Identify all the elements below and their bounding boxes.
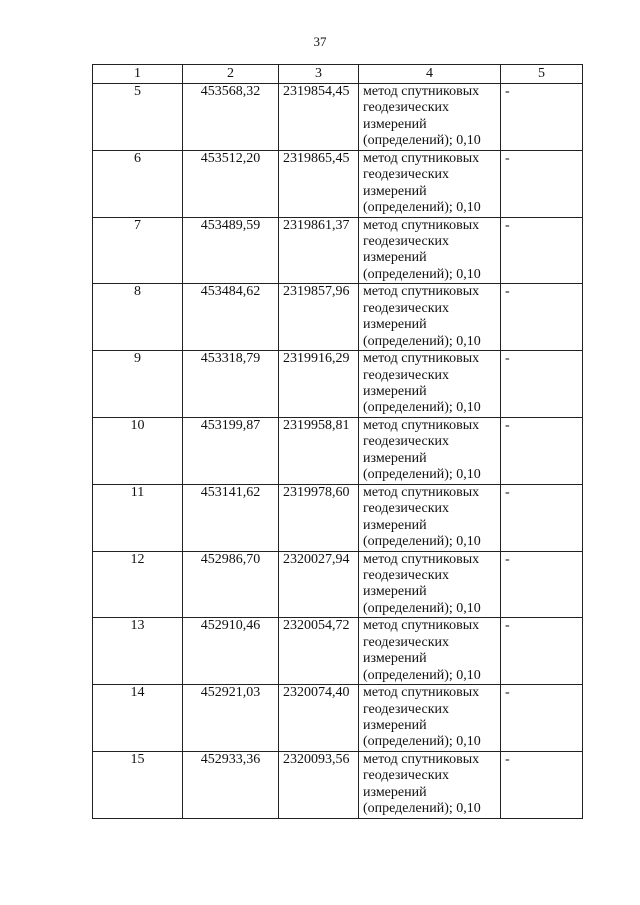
y-coordinate-cell: 2319978,60 (279, 484, 359, 551)
method-text-line: (определений); 0,10 (363, 400, 481, 416)
y-coordinate-cell: 2320093,56 (279, 751, 359, 818)
table-row (93, 751, 583, 818)
method-text-line: метод спутниковых (363, 351, 480, 367)
header-cell: 4 (359, 65, 501, 84)
x-coordinate-cell: 452986,70 (183, 551, 279, 618)
table-row (93, 351, 583, 418)
method-text-line: геодезических (363, 234, 450, 249)
point-number-cell: 10 (93, 417, 183, 484)
table-row (93, 284, 583, 351)
table-row (93, 84, 583, 151)
x-coordinate-cell: 453141,62 (183, 484, 279, 551)
method-cell (359, 618, 501, 685)
method-text-line: геодезических (363, 768, 450, 784)
point-number-cell: 14 (93, 685, 183, 752)
table-header-row (93, 65, 583, 84)
method-text-line: измерений (363, 717, 427, 733)
method-text-line: (определений); 0,10 (363, 667, 481, 683)
method-text-line: измерений (363, 517, 427, 533)
note-cell: - (501, 217, 583, 284)
method-text-line: метод спутниковых (363, 484, 480, 500)
method-cell (359, 417, 501, 484)
method-text-line: геодезических (363, 367, 450, 383)
coordinates-table (92, 64, 583, 819)
method-text-line: метод спутниковых (363, 150, 480, 166)
method-text-line: (определений); 0,10 (363, 333, 481, 349)
y-coordinate-cell: 2319958,81 (279, 417, 359, 484)
method-cell (359, 150, 501, 217)
header-cell: 1 (93, 65, 183, 84)
x-coordinate-cell: 453484,62 (183, 284, 279, 351)
method-text-line: измерений (363, 384, 427, 399)
method-text-line: измерений (363, 250, 427, 266)
x-coordinate-cell: 453489,59 (183, 217, 279, 284)
method-text-line: геодезических (363, 300, 450, 316)
note-cell: - (501, 351, 583, 418)
method-cell (359, 484, 501, 551)
method-text-line: (определений); 0,10 (363, 467, 481, 483)
note-cell: - (501, 551, 583, 618)
method-text-line: измерений (363, 784, 427, 800)
method-text-line: геодезических (363, 100, 450, 116)
x-coordinate-cell: 452933,36 (183, 751, 279, 818)
point-number-cell: 11 (93, 484, 183, 551)
method-text-line: (определений); 0,10 (363, 133, 481, 149)
method-text-line: метод спутниковых (363, 417, 480, 433)
x-coordinate-cell: 452910,46 (183, 618, 279, 685)
method-text-line: (определений); 0,10 (363, 534, 481, 549)
table-row (93, 484, 583, 551)
y-coordinate-cell: 2320074,40 (279, 685, 359, 752)
y-coordinate-cell: 2319854,45 (279, 84, 359, 151)
table-row (93, 685, 583, 752)
method-text-line: метод спутниковых (363, 685, 480, 701)
header-cell: 3 (279, 65, 359, 84)
table-row (93, 150, 583, 217)
method-text-line: измерений (363, 183, 427, 199)
note-cell: - (501, 484, 583, 551)
note-cell: - (501, 618, 583, 685)
x-coordinate-cell: 453512,20 (183, 150, 279, 217)
note-cell: - (501, 284, 583, 351)
method-text-line: (определений); 0,10 (363, 734, 481, 750)
note-cell: - (501, 751, 583, 818)
method-text-line: измерений (363, 450, 427, 466)
method-text-line: (определений); 0,10 (363, 200, 481, 216)
method-text-line: геодезических (363, 701, 450, 717)
method-text-line: метод спутниковых (363, 751, 480, 767)
note-cell: - (501, 685, 583, 752)
point-number-cell: 12 (93, 551, 183, 618)
method-text-line: (определений); 0,10 (363, 600, 481, 616)
method-cell (359, 284, 501, 351)
note-cell: - (501, 150, 583, 217)
x-coordinate-cell: 453199,87 (183, 417, 279, 484)
point-number-cell: 9 (93, 351, 183, 418)
method-cell (359, 685, 501, 752)
method-text-line: геодезических (363, 501, 450, 517)
table-row (93, 618, 583, 685)
table-row (93, 551, 583, 618)
method-cell (359, 751, 501, 818)
y-coordinate-cell: 2319861,37 (279, 217, 359, 284)
method-text-line: метод спутниковых (363, 84, 480, 99)
note-cell: - (501, 417, 583, 484)
point-number-cell: 5 (93, 84, 183, 151)
method-text-line: (определений); 0,10 (363, 266, 481, 282)
method-text-line: измерений (363, 317, 427, 333)
table-row (93, 217, 583, 284)
header-cell: 2 (183, 65, 279, 84)
point-number-cell: 15 (93, 751, 183, 818)
method-text-line: метод спутниковых (363, 618, 480, 634)
header-cell: 5 (501, 65, 583, 84)
method-text-line: (определений); 0,10 (363, 801, 481, 817)
y-coordinate-cell: 2320054,72 (279, 618, 359, 685)
method-cell (359, 351, 501, 418)
x-coordinate-cell: 453318,79 (183, 351, 279, 418)
y-coordinate-cell: 2319865,45 (279, 150, 359, 217)
y-coordinate-cell: 2320027,94 (279, 551, 359, 618)
point-number-cell: 8 (93, 284, 183, 351)
x-coordinate-cell: 452921,03 (183, 685, 279, 752)
page-number: 37 (313, 34, 327, 49)
x-coordinate-cell: 453568,32 (183, 84, 279, 151)
point-number-cell: 13 (93, 618, 183, 685)
method-text-line: геодезических (363, 434, 450, 450)
method-text-line: измерений (363, 584, 427, 600)
method-text-line: геодезических (363, 634, 450, 650)
method-cell (359, 551, 501, 618)
y-coordinate-cell: 2319916,29 (279, 351, 359, 418)
method-text-line: метод спутниковых (363, 551, 480, 567)
method-text-line: метод спутниковых (363, 284, 480, 300)
method-cell (359, 84, 501, 151)
method-text-line: геодезических (363, 567, 450, 583)
method-text-line: измерений (363, 651, 427, 667)
y-coordinate-cell: 2319857,96 (279, 284, 359, 351)
note-cell: - (501, 84, 583, 151)
method-cell (359, 217, 501, 284)
method-text-line: измерений (363, 116, 427, 132)
method-text-line: геодезических (363, 167, 450, 183)
point-number-cell: 7 (93, 217, 183, 284)
table-row (93, 417, 583, 484)
point-number-cell: 6 (93, 150, 183, 217)
method-text-line: метод спутниковых (363, 217, 480, 233)
